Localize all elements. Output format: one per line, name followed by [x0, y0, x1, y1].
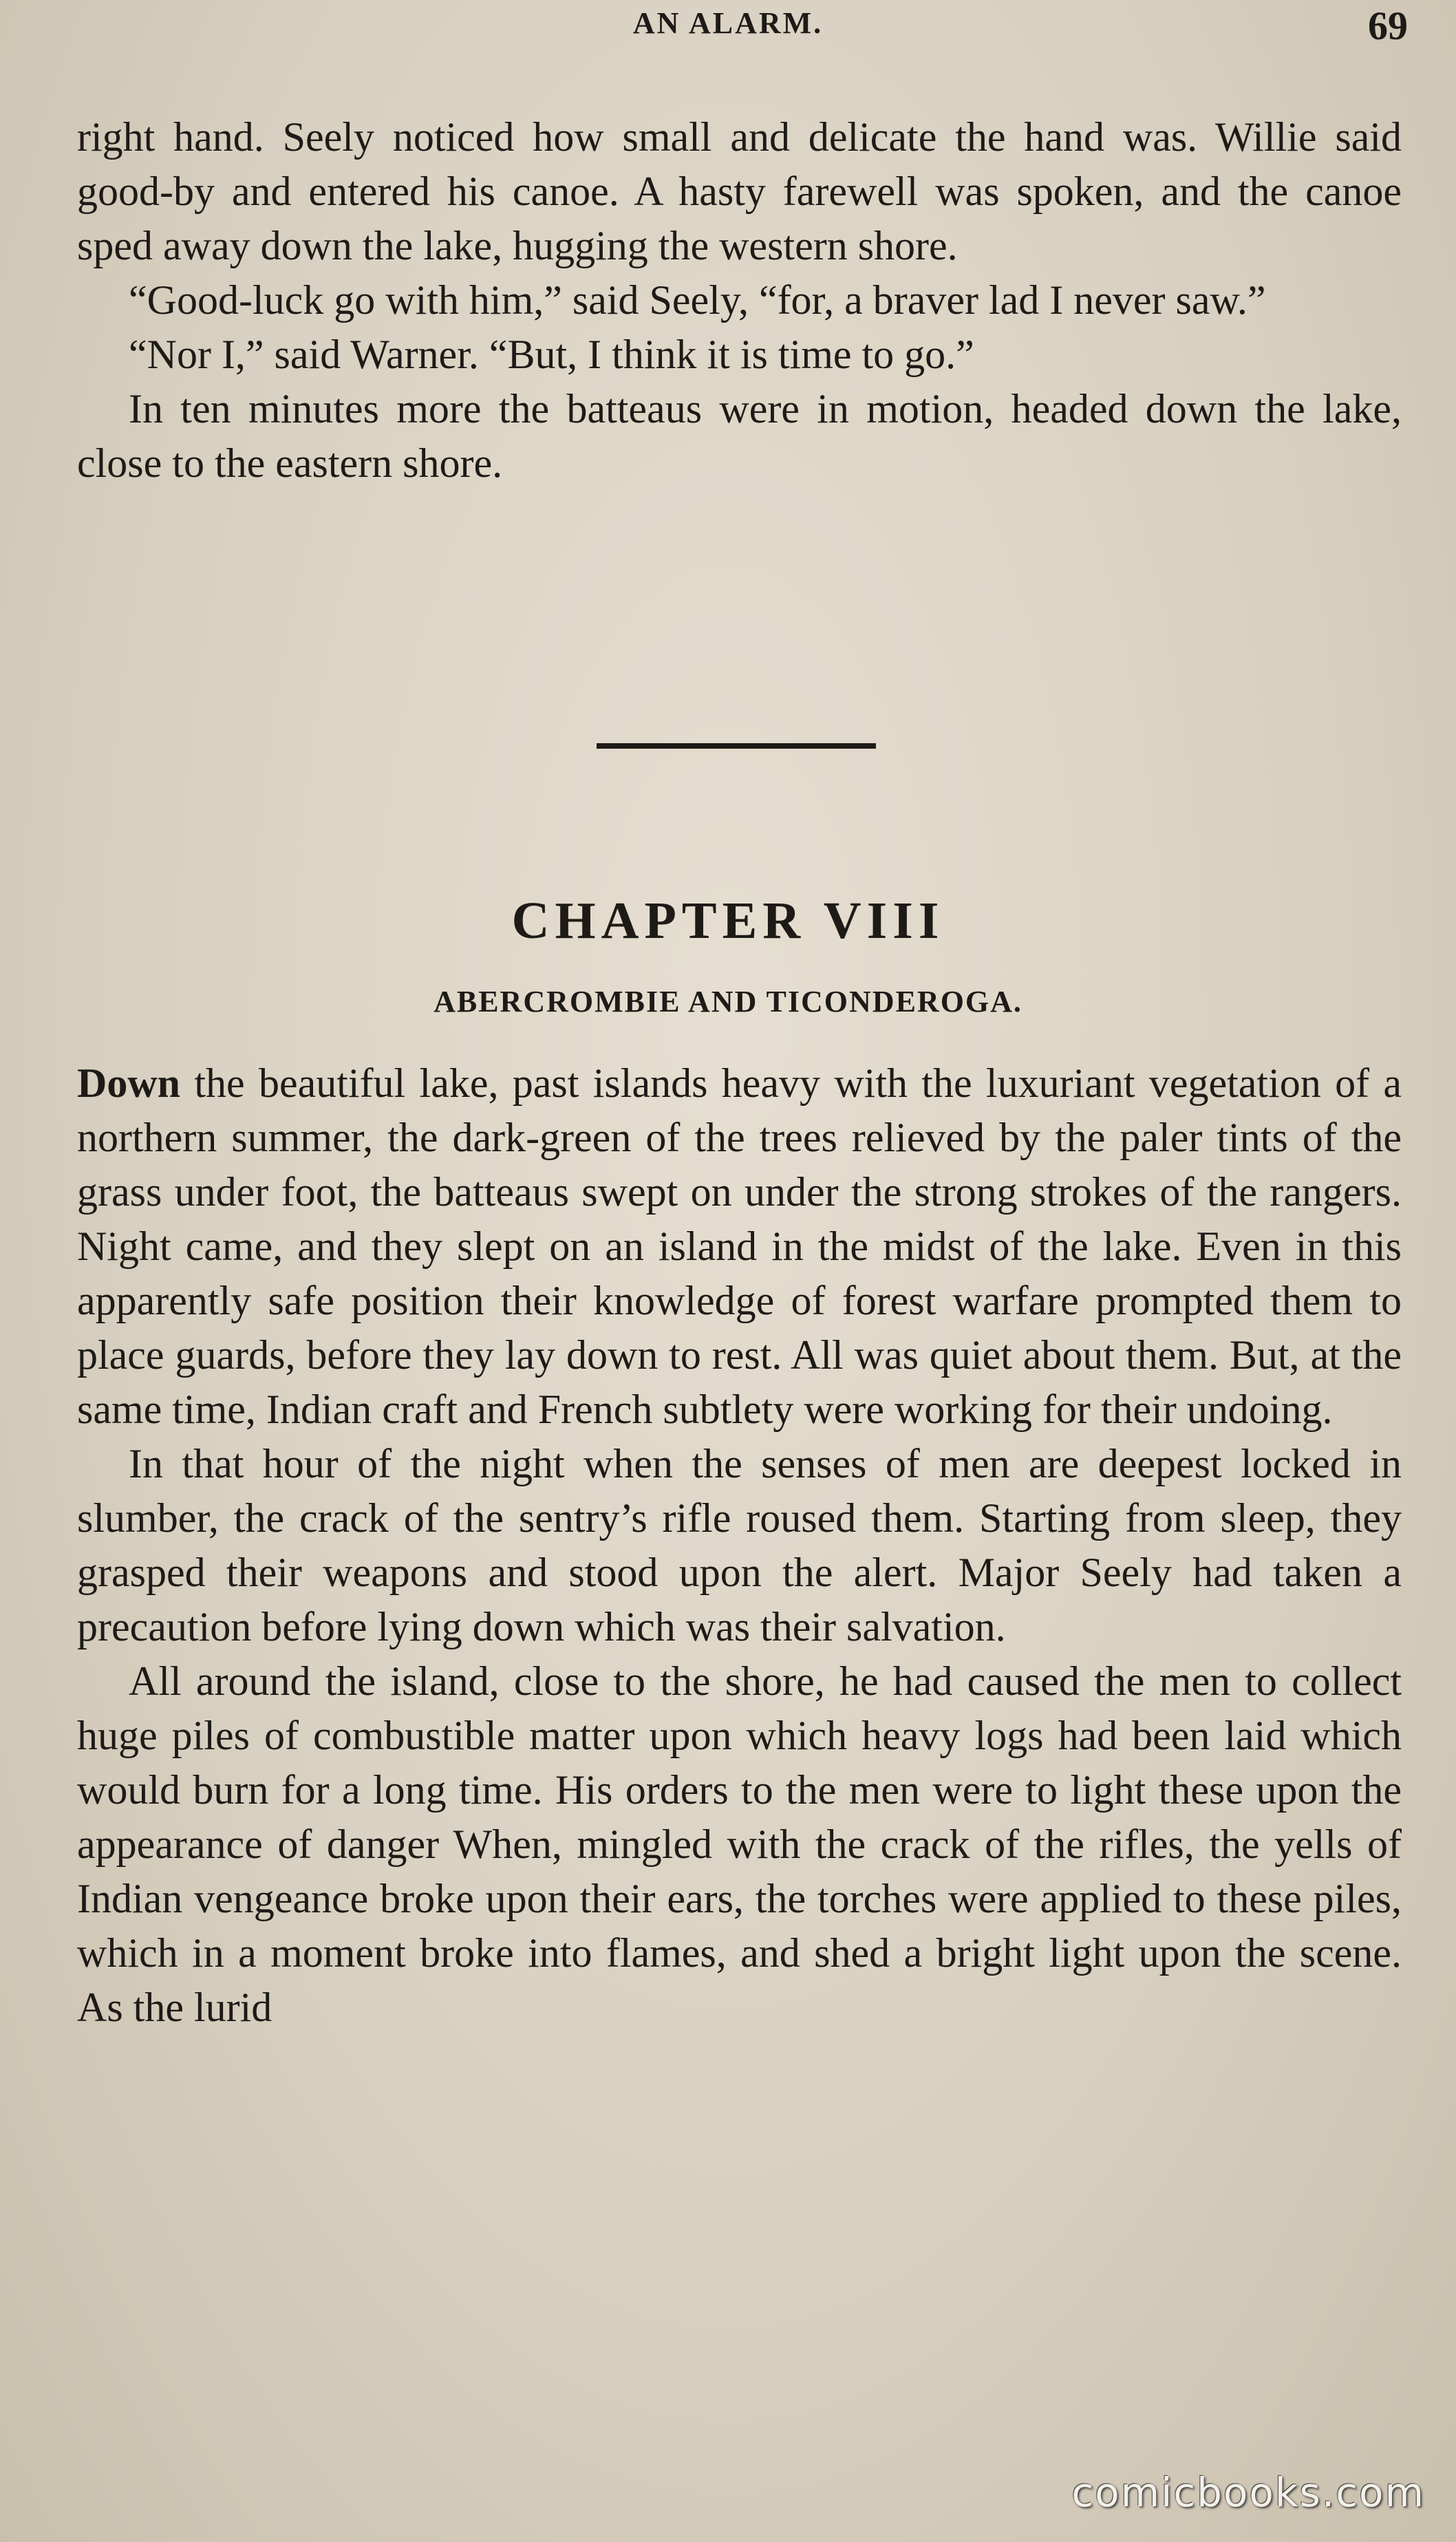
continued-text — [77, 110, 1402, 491]
paragraph: “Nor I,” said Warner. “But, I think it is time to go.” — [129, 332, 974, 377]
page-number: 69 — [1368, 3, 1408, 48]
watermark: comicbooks.com — [1071, 2469, 1425, 2516]
paragraph: “Good-luck go with him,” said Seely, “for, a braver lad I never saw.” — [129, 277, 1266, 323]
chapter-text — [77, 1056, 1402, 2035]
paragraph — [77, 1056, 1402, 1437]
paragraph-text: the beautiful lake, past islands heavy with the luxuriant vegetation of a northern summer, the dark-green of the trees relieved by the paler tints of the grass under foot, the batteaus swept on under the strong strokes of the rangers. Night came, and they slept on an island in the midst of the lake. Even in this apparently safe position their knowledge of forest warfare prompted them to place guards, before they lay down to rest. All was quiet about them. But, at the same time, Indian craft and French subtlety were working for their undoing. — [77, 1060, 1402, 1432]
paragraph: In that hour of the night when the senses of men are deepest locked in slumber, the crack of the sentry’s rifle roused them. Starting from sleep, they grasped their weapons and stood upon the alert. Major Seely had taken a precaution before lying down which was their salvation. — [77, 1441, 1402, 1649]
section-divider — [597, 743, 876, 749]
lead-word: Down — [77, 1060, 181, 1106]
running-title: AN ALARM. — [632, 6, 824, 40]
paragraph: All around the island, close to the shore, he had caused the men to collect huge piles of combustible matter upon which heavy logs had been laid which would burn for a long time. His orders to the men were to light these upon the appearance of danger When, mingled with the crack of the rifles, the yells of Indian vengeance broke upon their ears, the torches were applied to these piles, which in a moment broke into flames, and shed a bright light upon the scene. As the lurid — [77, 1658, 1402, 2030]
chapter-title: CHAPTER VIII — [511, 892, 945, 950]
chapter-subtitle: ABERCROMBIE AND TICONDEROGA. — [433, 985, 1023, 1018]
paragraph: right hand. Seely noticed how small and delicate the hand was. Willie said good-by and entered his canoe. A hasty farewell was spoken, and the canoe sped away down the lake, hugging the western shore. — [77, 114, 1402, 268]
paragraph: In ten minutes more the batteaus were in motion, headed down the lake, close to the eastern shore. — [77, 386, 1402, 486]
